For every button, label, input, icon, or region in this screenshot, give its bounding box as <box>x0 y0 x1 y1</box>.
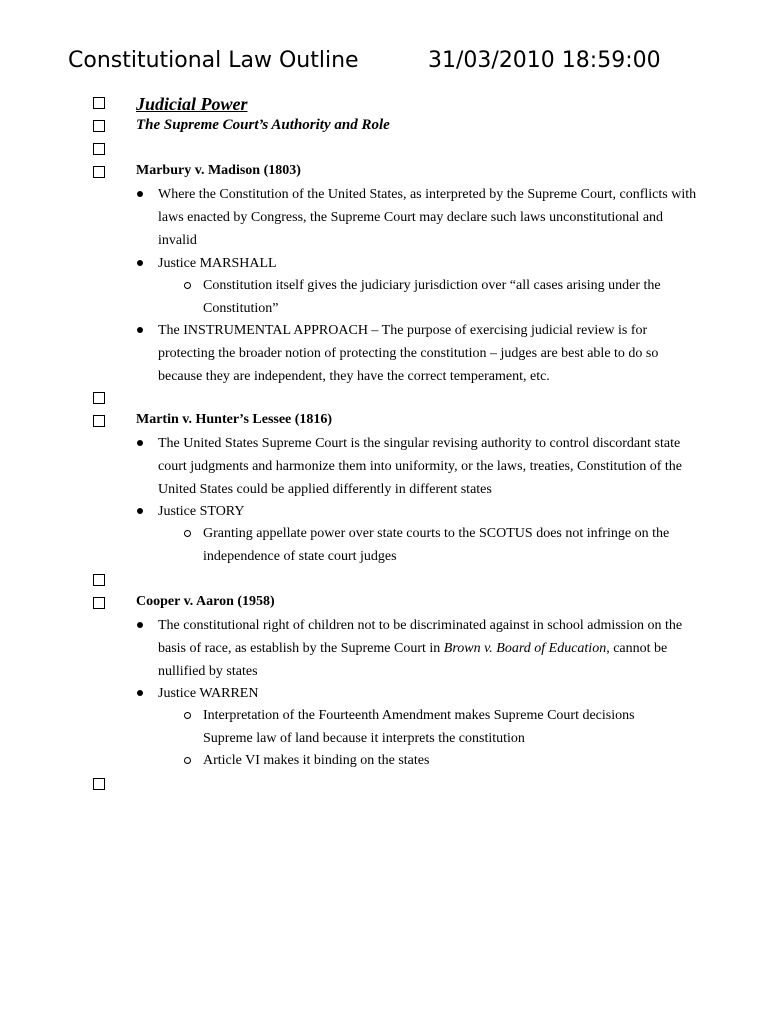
case-point: Justice WARREN <box>158 686 259 701</box>
case-subpoint: Interpretation of the Fourteenth Amendment makes Supreme Court decisions Supreme law of land because it interprets the constitution <box>203 708 635 746</box>
sub-bullet-icon <box>184 530 191 537</box>
empty-outline-row <box>0 571 768 587</box>
case-name: Martin v. Hunter’s Lessee (1816) <box>136 412 333 427</box>
document-title: Constitutional Law Outline <box>68 48 359 73</box>
sub-bullet-icon <box>184 757 191 764</box>
sub-bullet-icon <box>184 712 191 719</box>
section-heading: Judicial Power <box>136 94 248 114</box>
case-point: Where the Constitution of the United States, as interpreted by the Supreme Court, conflicts with laws enacted by Congress, the Supreme Court may declare such laws unconstitutional and invalid <box>158 187 697 248</box>
case-point: Justice MARSHALL <box>158 256 277 271</box>
bullet-icon <box>137 508 143 514</box>
bullet-icon <box>137 191 143 197</box>
case-citation: Brown v. Board of Education <box>443 641 607 656</box>
sub-bullet-icon <box>184 282 191 289</box>
checkbox-icon[interactable] <box>93 97 105 109</box>
case-point-text: , cannot be nullified by states <box>158 641 668 679</box>
case-point <box>158 614 698 683</box>
case-subpoint: Constitution itself gives the judiciary jurisdiction over “all cases arising under the Constitution” <box>203 278 661 316</box>
checkbox-icon[interactable] <box>93 120 105 132</box>
page-header <box>68 44 708 78</box>
bullet-icon <box>137 260 143 266</box>
checkbox-icon[interactable] <box>93 143 105 155</box>
case-heading-row <box>0 163 768 181</box>
case-point-text: The constitutional right of children not to be discriminated against in school admission on the basis of race, as establish by the Supreme Court in <box>158 618 683 656</box>
checkbox-icon[interactable] <box>93 415 105 427</box>
checkbox-icon[interactable] <box>93 392 105 404</box>
checkbox-icon[interactable] <box>93 574 105 586</box>
case-subpoint: Article VI makes it binding on the states <box>203 753 430 768</box>
checkbox-icon[interactable] <box>93 778 105 790</box>
outline-heading-row <box>0 94 768 116</box>
case-point: The INSTRUMENTAL APPROACH – The purpose of exercising judicial review is for protecting the broader notion of protecting the constitution – judges are best able to do so because they are independent, they have the correct temperament, etc. <box>158 323 659 384</box>
case-heading-row <box>0 594 768 612</box>
case-name: Cooper v. Aaron (1958) <box>136 594 275 609</box>
case-heading-row <box>0 412 768 430</box>
case-name: Marbury v. Madison (1803) <box>136 163 301 178</box>
bullet-icon <box>137 622 143 628</box>
bullet-icon <box>137 440 143 446</box>
bullet-icon <box>137 327 143 333</box>
empty-outline-row <box>0 775 768 791</box>
section-subheading: The Supreme Court’s Authority and Role <box>136 117 390 133</box>
empty-outline-row <box>0 140 768 156</box>
bullet-icon <box>137 690 143 696</box>
outline-subheading-row <box>0 117 768 137</box>
document-timestamp: 31/03/2010 18:59:00 <box>428 48 661 73</box>
empty-outline-row <box>0 389 768 405</box>
case-point: Justice STORY <box>158 504 245 519</box>
checkbox-icon[interactable] <box>93 166 105 178</box>
case-subpoint: Granting appellate power over state courts to the SCOTUS does not infringe on the independence of state court judges <box>203 526 670 564</box>
case-point: The United States Supreme Court is the singular revising authority to control discordant state court judgments and harmonize them into uniformity, or the laws, treaties, Constitution of the United States could be applied differently in different states <box>158 436 682 497</box>
checkbox-icon[interactable] <box>93 597 105 609</box>
